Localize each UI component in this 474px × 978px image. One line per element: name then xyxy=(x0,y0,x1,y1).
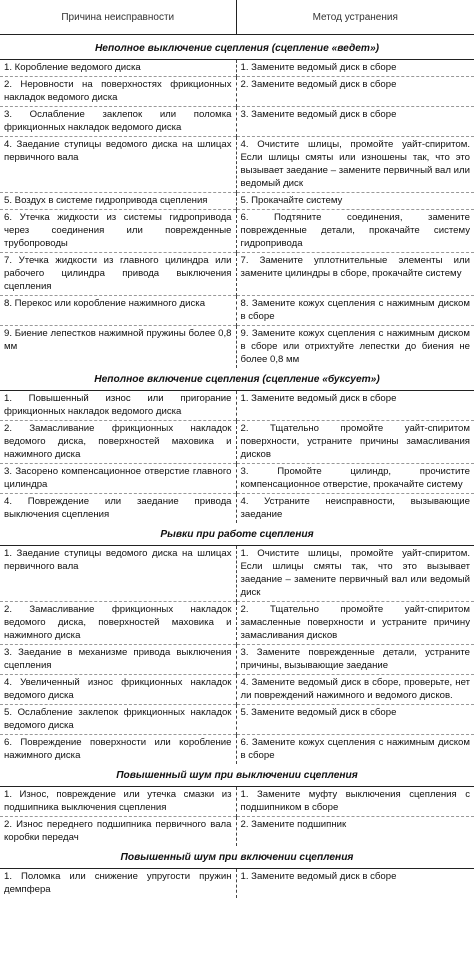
remedy-cell: 2. Тщательно промойте уайт-спиритом поверхности, устраните причины замасливания дисков xyxy=(236,421,474,464)
cause-cell: 2. Износ переднего подшипника первичного вала коробки передач xyxy=(0,817,236,847)
remedy-cell: 1. Замените ведомый диск в сборе xyxy=(240,871,397,882)
table-row xyxy=(0,60,474,77)
table-row xyxy=(0,546,474,602)
remedy-cell: 7. Замените уплотнительные элементы или замените цилиндры в сборе, прокачайте систему xyxy=(236,253,474,296)
cause-cell: 2. Замасливание фрикционных накладок ведомого диска, поверхностей маховика и нажимного диска xyxy=(0,421,236,464)
table-row xyxy=(0,193,474,210)
section-title: Повышенный шум при выключении сцепления xyxy=(0,764,474,787)
cause-cell: 1. Коробление ведомого диска xyxy=(0,60,236,77)
table-row xyxy=(0,326,474,369)
remedy-cell: 2. Замените ведомый диск в сборе xyxy=(236,77,474,107)
remedy-cell: 3. Замените ведомый диск в сборе xyxy=(236,107,474,137)
section-title: Неполное включение сцепления (сцепление «буксует») xyxy=(0,368,474,391)
remedy-cell: 9. Замените кожух сцепления с нажимным диском в сборе или отрихтуйте лепестки до биения не более 0,8 мм xyxy=(236,326,474,369)
cause-cell: 6. Утечка жидкости из системы гидропривода через соединения или поврежденные трубопроводы xyxy=(0,210,236,253)
table-row xyxy=(0,645,474,675)
remedy-cell: 1. Замените ведомый диск в сборе xyxy=(240,393,397,404)
cause-cell: 4. Увеличенный износ фрикционных накладок ведомого диска xyxy=(0,675,236,705)
table-row xyxy=(0,391,474,421)
remedy-cell: 5. Прокачайте систему xyxy=(236,193,474,210)
remedy-cell: 6. Замените кожух сцепления с нажимным диском в сборе xyxy=(236,735,474,765)
remedy-cell: 6. Подтяните соединения, замените поврежденные детали, прокачайте систему гидропривода xyxy=(236,210,474,253)
remedy-cell: 1. Очистите шлицы, промойте уайт-спиритом. Если шлицы смяты так, что это вызывает заедание – замените первичный вал или ведомый диск xyxy=(240,548,470,598)
remedy-cell: 1. Замените ведомый диск в сборе xyxy=(240,62,397,73)
cause-cell: 1. Повышенный износ или пригорание фрикционных накладок ведомого диска xyxy=(0,391,236,421)
section-header-row xyxy=(0,523,474,546)
remedy-cell: 4. Замените ведомый диск в сборе, проверьте, нет ли повреждений нажимного и ведомого дисков. xyxy=(236,675,474,705)
remedy-cell: 1. Замените муфту выключения сцепления с подшипником в сборе xyxy=(240,789,470,813)
remedy-cell: 2. Замените подшипник xyxy=(236,817,474,847)
cause-cell: 6. Повреждение поверхности или коробление нажимного диска xyxy=(0,735,236,765)
cause-cell: 3. Засорено компенсационное отверстие главного цилиндра xyxy=(0,464,236,494)
remedy-cell: 5. Замените ведомый диск в сборе xyxy=(236,705,474,735)
remedy-cell: 8. Замените кожух сцепления с нажимным диском в сборе xyxy=(236,296,474,326)
table-row xyxy=(0,787,474,817)
cause-cell: 5. Ослабление заклепок фрикционных накладок ведомого диска xyxy=(0,705,236,735)
cause-cell: 4. Повреждение или заедание привода выключения сцепления xyxy=(0,494,236,524)
table-row xyxy=(0,675,474,705)
table-row xyxy=(0,494,474,524)
cause-column-header: Причина неисправности xyxy=(0,0,236,35)
cause-cell: 7. Утечка жидкости из главного цилиндра или рабочего цилиндра привода выключения сцепления xyxy=(0,253,236,296)
section-header-row xyxy=(0,846,474,869)
table-row xyxy=(0,253,474,296)
remedy-cell: 4. Очистите шлицы, промойте уайт-спиритом. Если шлицы смяты или изношены так, что это вызывает заедание – замените первичный вал или ведомый диск xyxy=(236,137,474,193)
remedy-column-header: Метод устранения xyxy=(236,0,474,35)
cause-cell: 3. Ослабление заклепок или поломка фрикционных накладок ведомого диска xyxy=(0,107,236,137)
cause-cell: 1. Заедание ступицы ведомого диска на шлицах первичного вала xyxy=(0,546,236,602)
section-title: Повышенный шум при включении сцепления xyxy=(0,846,474,869)
table-row xyxy=(0,137,474,193)
table-row xyxy=(0,869,474,899)
remedy-cell: 2. Тщательно промойте уайт-спиритом замасленные поверхности и устраните причину замасливания дисков xyxy=(236,602,474,645)
table-row xyxy=(0,735,474,765)
section-header-row xyxy=(0,764,474,787)
cause-cell: 9. Биение лепестков нажимной пружины более 0,8 мм xyxy=(0,326,236,369)
cause-cell: 5. Воздух в системе гидропривода сцепления xyxy=(0,193,236,210)
remedy-cell: 3. Замените поврежденные детали, устраните причины, вызывающие заедание xyxy=(236,645,474,675)
remedy-cell: 3. Промойте цилиндр, прочистите компенсационное отверстие, прокачайте систему xyxy=(236,464,474,494)
table-body xyxy=(0,35,474,899)
cause-cell: 2. Неровности на поверхностях фрикционных накладок ведомого диска xyxy=(0,77,236,107)
cause-cell: 1. Износ, повреждение или утечка смазки из подшипника выключения сцепления xyxy=(0,787,236,817)
table-row xyxy=(0,421,474,464)
table-row xyxy=(0,77,474,107)
table-row xyxy=(0,210,474,253)
cause-cell: 8. Перекос или коробление нажимного диска xyxy=(0,296,236,326)
table-row xyxy=(0,296,474,326)
section-header-row xyxy=(0,368,474,391)
table-row xyxy=(0,705,474,735)
table-row xyxy=(0,817,474,847)
cause-cell: 4. Заедание ступицы ведомого диска на шлицах первичного вала xyxy=(0,137,236,193)
cause-cell: 3. Заедание в механизме привода выключения сцепления xyxy=(0,645,236,675)
section-title: Неполное выключение сцепления (сцепление «ведет») xyxy=(0,35,474,60)
section-header-row xyxy=(0,35,474,60)
table-header-row xyxy=(0,0,474,35)
cause-cell: 2. Замасливание фрикционных накладок ведомого диска, поверхностей маховика и нажимного диска xyxy=(0,602,236,645)
remedy-cell: 4. Устраните неисправности, вызывающие заедание xyxy=(236,494,474,524)
cause-cell: 1. Поломка или снижение упругости пружин демпфера xyxy=(0,869,236,899)
table-row xyxy=(0,464,474,494)
table-row xyxy=(0,107,474,137)
table-row xyxy=(0,602,474,645)
section-title: Рывки при работе сцепления xyxy=(0,523,474,546)
